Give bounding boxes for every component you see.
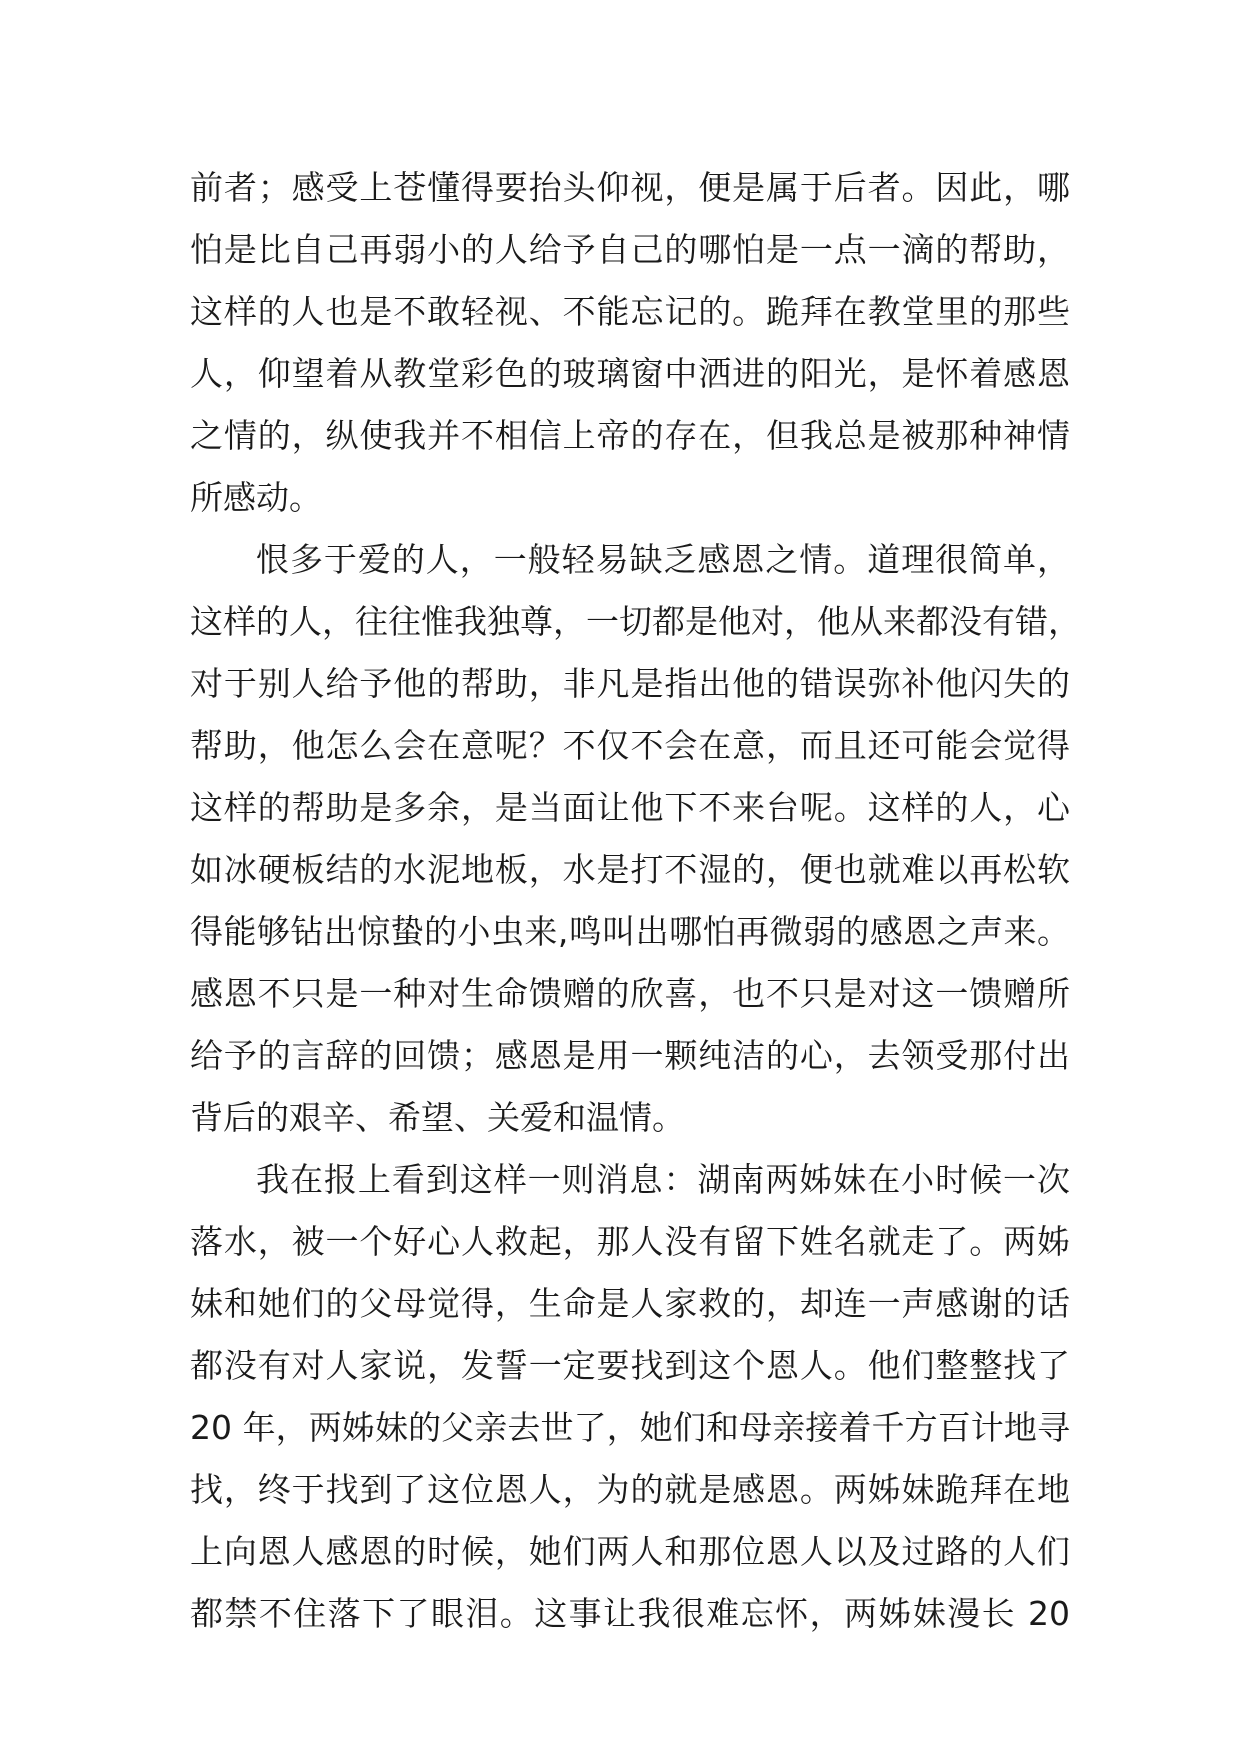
text-line: 所感动。 (190, 478, 322, 517)
text-line: 怕是比自己再弱小的人给予自己的哪怕是一点一滴的帮助， (190, 230, 1070, 269)
text-line: 如冰硬板结的水泥地板，水是打不湿的，便也就难以再松软 (190, 850, 1070, 889)
text-line: 对于别人给予他的帮助，非凡是指出他的错误弥补他闪失的 (190, 664, 1070, 703)
text-line: 背后的艰辛、希望、关爱和温情。 (190, 1098, 685, 1137)
text-line: 这样的帮助是多余，是当面让他下不来台呢。这样的人，心 (190, 788, 1070, 827)
paragraph-first-line: 我在报上看到这样一则消息：湖南两姊妹在小时候一次 (256, 1160, 1070, 1199)
paragraph-first-line: 恨多于爱的人，一般轻易缺乏感恩之情。道理很简单， (256, 540, 1070, 579)
text-line: 感恩不只是一种对生命馈赠的欣喜，也不只是对这一馈赠所 (190, 974, 1070, 1013)
text-line: 帮助，他怎么会在意呢？不仅不会在意，而且还可能会觉得 (190, 726, 1070, 765)
text-line: 都没有对人家说，发誓一定要找到这个恩人。他们整整找了 (190, 1346, 1070, 1385)
text-line: 落水，被一个好心人救起，那人没有留下姓名就走了。两姊 (190, 1222, 1070, 1261)
body-text (190, 157, 1081, 1645)
text-line: 妹和她们的父母觉得，生命是人家救的，却连一声感谢的话 (190, 1284, 1070, 1323)
text-line: 前者；感受上苍懂得要抬头仰视，便是属于后者。因此，哪 (190, 168, 1070, 207)
text-line: 都禁不住落下了眼泪。这事让我很难忘怀，两姊妹漫长 20 (190, 1594, 1070, 1633)
text-line: 之情的，纵使我并不相信上帝的存在，但我总是被那种神情 (190, 416, 1070, 455)
text-line: 20 年，两姊妹的父亲去世了，她们和母亲接着千方百计地寻 (190, 1408, 1070, 1447)
text-line: 给予的言辞的回馈；感恩是用一颗纯洁的心，去领受那付出 (190, 1036, 1070, 1075)
text-line: 找，终于找到了这位恩人，为的就是感恩。两姊妹跪拜在地 (190, 1470, 1070, 1509)
text-line: 人，仰望着从教堂彩色的玻璃窗中洒进的阳光，是怀着感恩 (190, 354, 1070, 393)
text-line: 这样的人也是不敢轻视、不能忘记的。跪拜在教堂里的那些 (190, 292, 1070, 331)
text-line: 上向恩人感恩的时候，她们两人和那位恩人以及过路的人们 (190, 1532, 1070, 1571)
text-line: 得能够钻出惊蛰的小虫来,鸣叫出哪怕再微弱的感恩之声来。 (190, 912, 1070, 951)
text-line: 这样的人，往往惟我独尊，一切都是他对，他从来都没有错， (190, 602, 1081, 641)
